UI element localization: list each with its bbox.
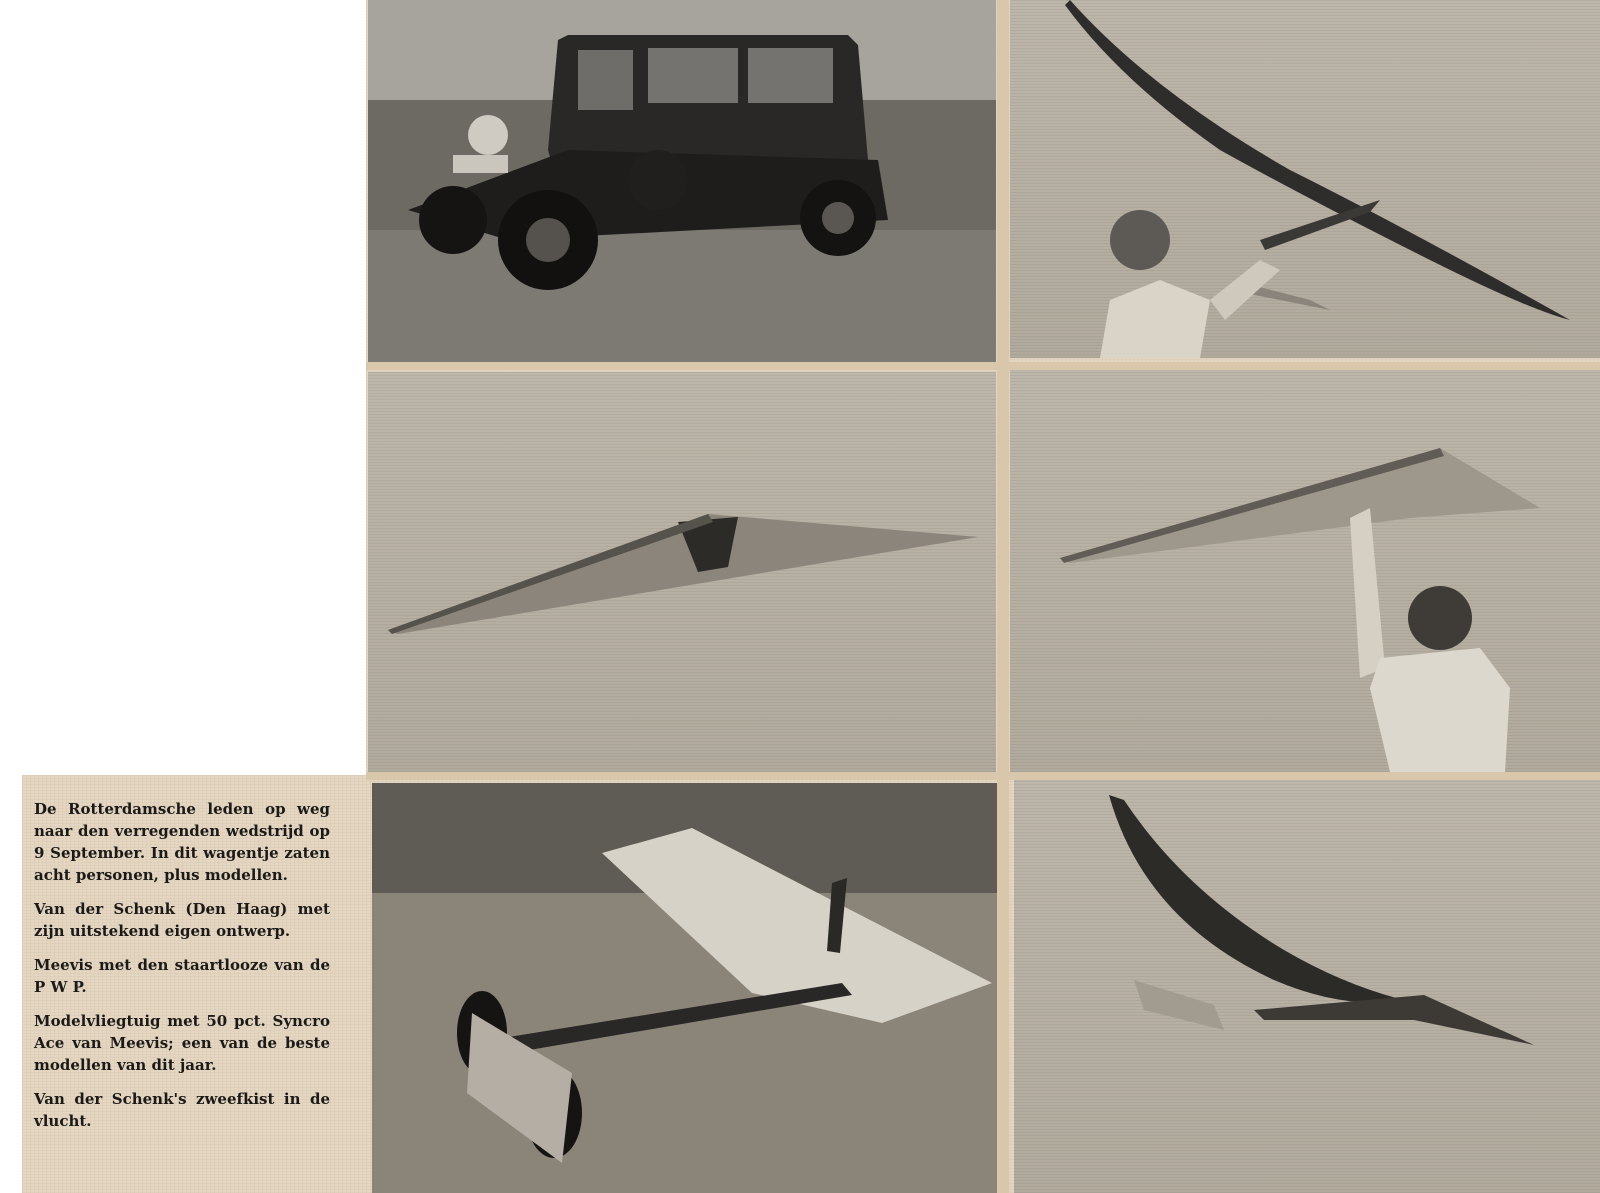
caption-tailless: Meevis met den staartlooze van de P W P. bbox=[34, 956, 330, 996]
seam-horizontal-top bbox=[366, 362, 1600, 370]
caption-boy-glider: Van der Schenk (Den Haag) met zijn uitstekend eigen ontwerp. bbox=[34, 900, 330, 940]
caption-car: De Rotterdamsche leden op weg naar den verregenden wedstrijd op 9 September. In dit wagentje zaten acht personen, plus modellen. bbox=[34, 800, 330, 884]
photo-tailless-wing bbox=[368, 372, 996, 772]
photo-glider-flight bbox=[1014, 780, 1600, 1193]
photo-syncro-ace bbox=[372, 783, 1004, 1193]
caption-syncro-ace: Modelvliegtuig met 50 pct. Syncro Ace van Meevis; een van de beste modellen van dit jaar. bbox=[34, 1012, 330, 1074]
photo-car bbox=[368, 0, 996, 362]
caption-glider-flight: Van der Schenk's zweefkist in de vlucht. bbox=[34, 1090, 330, 1130]
photo-boy-glider bbox=[1010, 0, 1600, 358]
seam-vertical bbox=[997, 0, 1009, 1193]
photo-man-wing bbox=[1010, 368, 1600, 772]
seam-horizontal-bottom bbox=[366, 772, 1600, 780]
caption-block bbox=[34, 798, 330, 1144]
